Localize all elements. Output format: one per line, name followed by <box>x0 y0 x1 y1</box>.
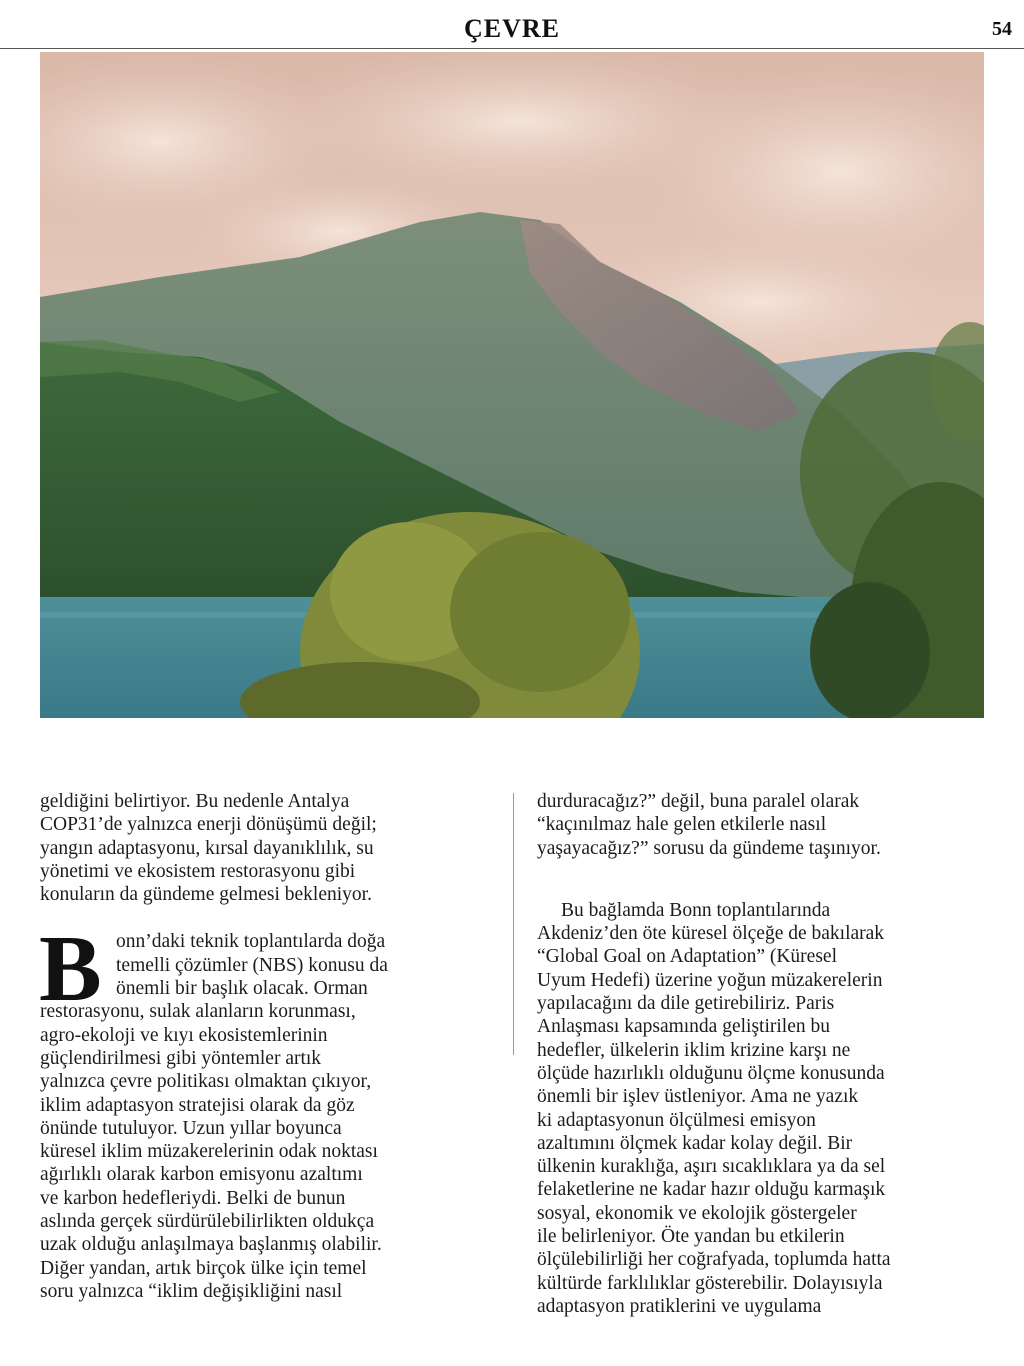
text-line: Diğer yandan, artık birçok ülke için temel <box>40 1257 367 1279</box>
text-line: ülkenin kuraklığa, aşırı sıcaklıklara ya da sel <box>537 1156 886 1178</box>
text-line: hedefler, ülkelerin iklim krizine karşı ne <box>537 1039 851 1061</box>
text-line: uzak olduğu anlaşılmaya başlanmış olabilir. <box>40 1234 382 1256</box>
text-line: restorasyonu, sulak alanların korunması, <box>40 1001 356 1023</box>
text-line: yapılacağını da dile getirebiliriz. Paris <box>537 993 835 1015</box>
text-line: temelli çözümler (NBS) konusu da <box>116 954 388 976</box>
text-line: aslında gerçek sürdürülebilirlikten oldukça <box>40 1211 375 1233</box>
text-line: felaketlerine ne kadar hazır olduğu karmaşık <box>537 1179 886 1201</box>
text-line: küresel iklim müzakerelerinin odak noktası <box>40 1141 378 1163</box>
section-title: ÇEVRE <box>463 14 560 43</box>
text-line: Akdeniz’den öte küresel ölçeğe de bakılarak <box>537 923 885 945</box>
text-line: COP31’de yalnızca enerji dönüşümü değil; <box>40 814 377 836</box>
text-line: azaltımını ölçmek kadar kolay değil. Bir <box>537 1132 853 1154</box>
text-line: ağırlıklı olarak karbon emisyonu azaltımı <box>40 1164 363 1186</box>
text-line: konuların da gündeme gelmesi bekleniyor. <box>40 884 372 906</box>
text-line: önemli bir işlev üstleniyor. Ama ne yazık <box>537 1086 859 1108</box>
text-line: yaşayacağız?” sorusu da gündeme taşınıyor. <box>537 837 881 859</box>
column-divider <box>513 793 514 1055</box>
page-header <box>0 0 1024 52</box>
text-line: önemli bir başlık olacak. Orman <box>116 978 368 1000</box>
text-line: ve karbon hedefleriydi. Belki de bunun <box>40 1187 346 1209</box>
page-number: 54 <box>992 18 1012 40</box>
text-line: yönetimi ve ekosistem restorasyonu gibi <box>40 860 356 882</box>
text-line: Anlaşması kapsamında geliştirilen bu <box>537 1016 830 1038</box>
dropcap-letter: B <box>39 917 102 1022</box>
text-line: “kaçınılmaz hale gelen etkilerle nasıl <box>537 814 827 836</box>
text-line: Uyum Hedefi) üzerine yoğun müzakerelerin <box>537 969 883 991</box>
text-line: önünde tutuluyor. Uzun yıllar boyunca <box>40 1117 342 1139</box>
text-line: ile belirleniyor. Öte yandan bu etkilerin <box>537 1226 845 1248</box>
text-line: kültürde farklılıklar gösterebilir. Dolayısıyla <box>537 1272 883 1294</box>
text-line: soru yalnızca “iklim değişikliğini nasıl <box>40 1280 343 1302</box>
right-column <box>537 790 987 1318</box>
text-line: durduracağız?” değil, buna paralel olarak <box>537 791 860 812</box>
photo-illustration <box>40 52 984 718</box>
text-line: sosyal, ekonomik ve ekolojik göstergeler <box>537 1202 857 1224</box>
header-rule <box>0 48 1024 49</box>
text-line: Bu bağlamda Bonn toplantılarında <box>561 899 831 921</box>
text-line: yalnızca çevre politikası olmaktan çıkıyor, <box>40 1071 372 1093</box>
mountain-lake-photo <box>40 52 984 718</box>
text-line: ölçüde hazırlıklı olduğunu ölçme konusunda <box>537 1062 885 1084</box>
text-line: “Global Goal on Adaptation” (Küresel <box>537 946 837 968</box>
text-line: yangın adaptasyonu, kırsal dayanıklılık, su <box>40 837 374 859</box>
text-line: agro-ekoloji ve kıyı ekosistemlerinin <box>40 1024 328 1046</box>
left-column <box>40 790 480 1303</box>
text-line: ki adaptasyonun ölçülmesi emisyon <box>537 1109 816 1131</box>
text-line: adaptasyon pratiklerini ve uygulama <box>537 1295 822 1317</box>
text-line: onn’daki teknik toplantılarda doğa <box>116 931 386 953</box>
text-line: geldiğini belirtiyor. Bu nedenle Antalya <box>40 791 350 812</box>
text-line: güçlendirilmesi gibi yöntemler artık <box>40 1047 322 1069</box>
text-line: iklim adaptasyon stratejisi olarak da göz <box>40 1094 355 1116</box>
text-line: ölçülebilirliği her coğrafyada, toplumda hatta <box>537 1249 891 1271</box>
